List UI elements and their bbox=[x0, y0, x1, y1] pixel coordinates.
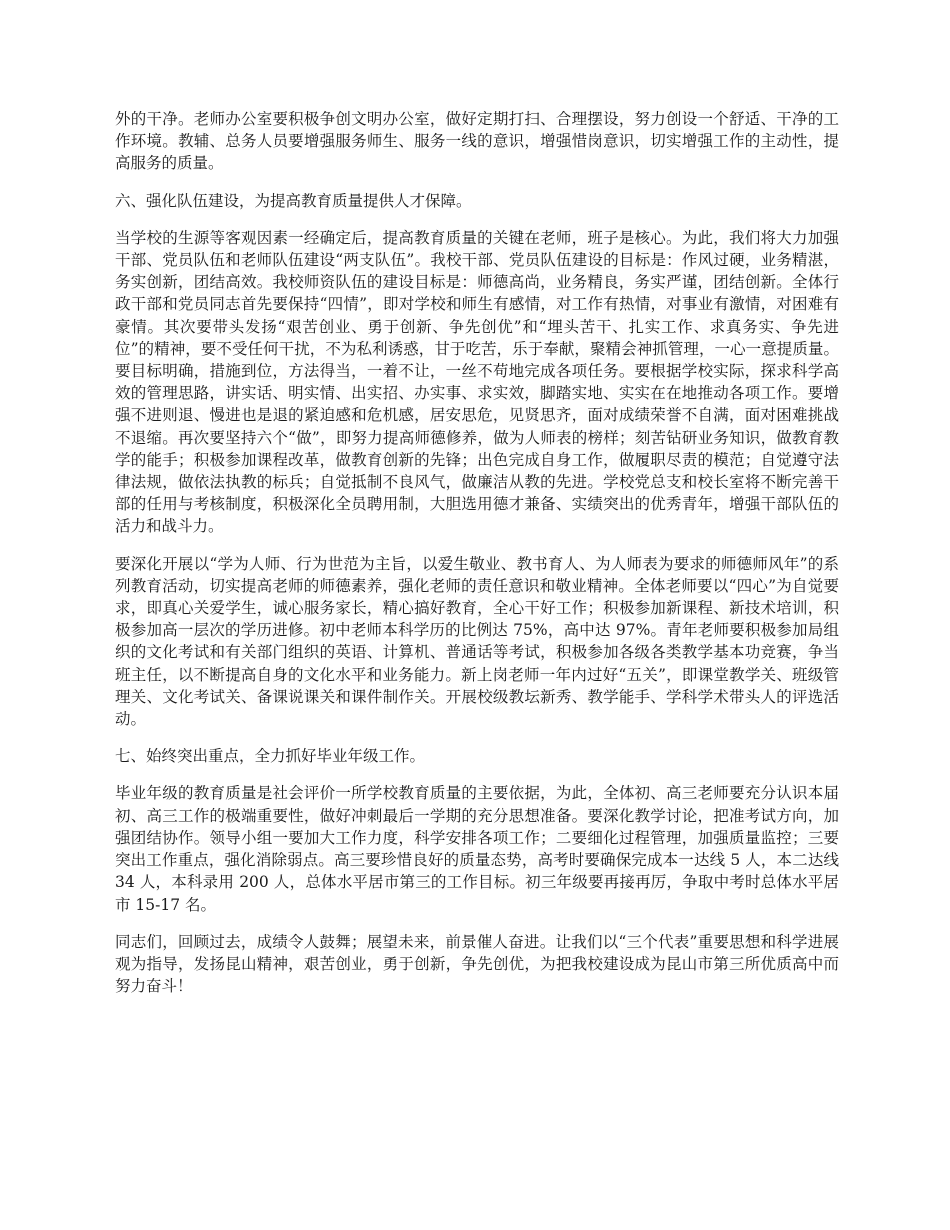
paragraph-closing: 同志们，回顾过去，成绩令人鼓舞；展望未来，前景催人奋进。让我们以“三个代表”重要思想和科学进展观为指导，发扬昆山精神，艰苦创业，勇于创新，争先创优，为把我校建设成为昆山市第三所优质高中而努力奋斗！ bbox=[115, 932, 839, 996]
section-heading-seven: 七、始终突出重点，全力抓好毕业年级工作。 bbox=[115, 747, 426, 766]
paragraph-team-building: 当学校的生源等客观因素一经确定后，提高教育质量的关键在老师，班子是核心。为此，我们将大力加强干部、党员队伍和老师队伍建设“两支队伍”。我校干部、党员队伍建设的目标是：作风过硬，业务精湛，务实创新，团结高效。我校师资队伍的建设目标是：师德高尚，业务精良，务实严谨，团结创新。全体行政干部和党员同志首先要保持“四情”，即对学校和师生有感情，对工作有热情，对事业有激情，对困难有豪情。其次要带头发扬“艰苦创业、勇于创新、争先创优”和“埋头苦干、扎实工作、求真务实、争先进位”的精神，要不受任何干扰，不为私利诱惑，甘于吃苦，乐于奉献，聚精会神抓管理，一心一意提质量。要目标明确，措施到位，方法得当，一着不让，一丝不苟地完成各项任务。要根据学校实际，探求科学高效的管理思路，讲实话、明实情、出实招、办实事、求实效，脚踏实地、实实在在地推动各项工作。要增强不进则退、慢进也是退的紧迫感和危机感，居安思危，见贤思齐，面对成绩荣誉不自满，面对困难挑战不退缩。再次要坚持六个“做”，即努力提高师德修养，做为人师表的榜样；刻苦钻研业务知识，做教育教学的能手；积极参加课程改革，做教育创新的先锋；出色完成自身工作，做履职尽责的模范；自觉遵守法律法规，做依法执教的标兵；自觉抵制不良风气，做廉洁从教的先进。学校党总支和校长室将不断完善干部的任用与考核制度，积极深化全员聘用制，大胆选用德才兼备、实绩突出的优秀青年，增强干部队伍的活力和战斗力。 bbox=[115, 228, 839, 536]
document-body bbox=[115, 108, 839, 1012]
paragraph-graduating-grades: 毕业年级的教育质量是社会评价一所学校教育质量的主要依据，为此，全体初、高三老师要充分认识本届初、高三工作的极端重要性，做好冲刺最后一学期的充分思想准备。要深化教学讨论，把准考试方向，加强团结协作。领导小组一要加大工作力度，科学安排各项工作；二要细化过程管理，加强质量监控；三要突出工作重点，强化消除弱点。高三要珍惜良好的质量态势，高考时要确保完成本一达线 5 人，本二达线 34 人，本科录用 200 人，总体水平居市第三的工作目标。初三年级要再接再厉，争取中考时总体水平居市 15-17 名。 bbox=[115, 784, 839, 914]
section-heading-six: 六、强化队伍建设，为提高教育质量提供人才保障。 bbox=[115, 191, 472, 210]
paragraph-workplace-cleanliness: 外的干净。老师办公室要积极争创文明办公室，做好定期打扫、合理摆设，努力创设一个舒适、干净的工作环境。教辅、总务人员要增强服务师生、服务一线的意识，增强惜岗意识，切实增强工作的主动性，提高服务的质量。 bbox=[115, 110, 839, 173]
paragraph-teacher-ethics: 要深化开展以“学为人师、行为世范为主旨，以爱生敬业、教书育人、为人师表为要求的师德师风年”的系列教育活动，切实提高老师的师德素养，强化老师的责任意识和敬业精神。全体老师要以“四心”为自觉要求，即真心关爱学生，诚心服务家长，精心搞好教育，全心干好工作；积极参加新课程、新技术培训，积极参加高一层次的学历进修。初中老师本科学历的比例达 75%，高中达 97%。青年老师要积极参加局组织的文化考试和有关部门组织的英语、计算机、普通话等考试，积极参加各级各类教学基本功竞赛，争当班主任，以不断提高自身的文化水平和业务能力。新上岗老师一年内过好“五关”，即课堂教学关、班级管理关、文化考试关、备课说课关和课件制作关。开展校级教坛新秀、教学能手、学科学术带头人的评选活动。 bbox=[115, 554, 839, 729]
